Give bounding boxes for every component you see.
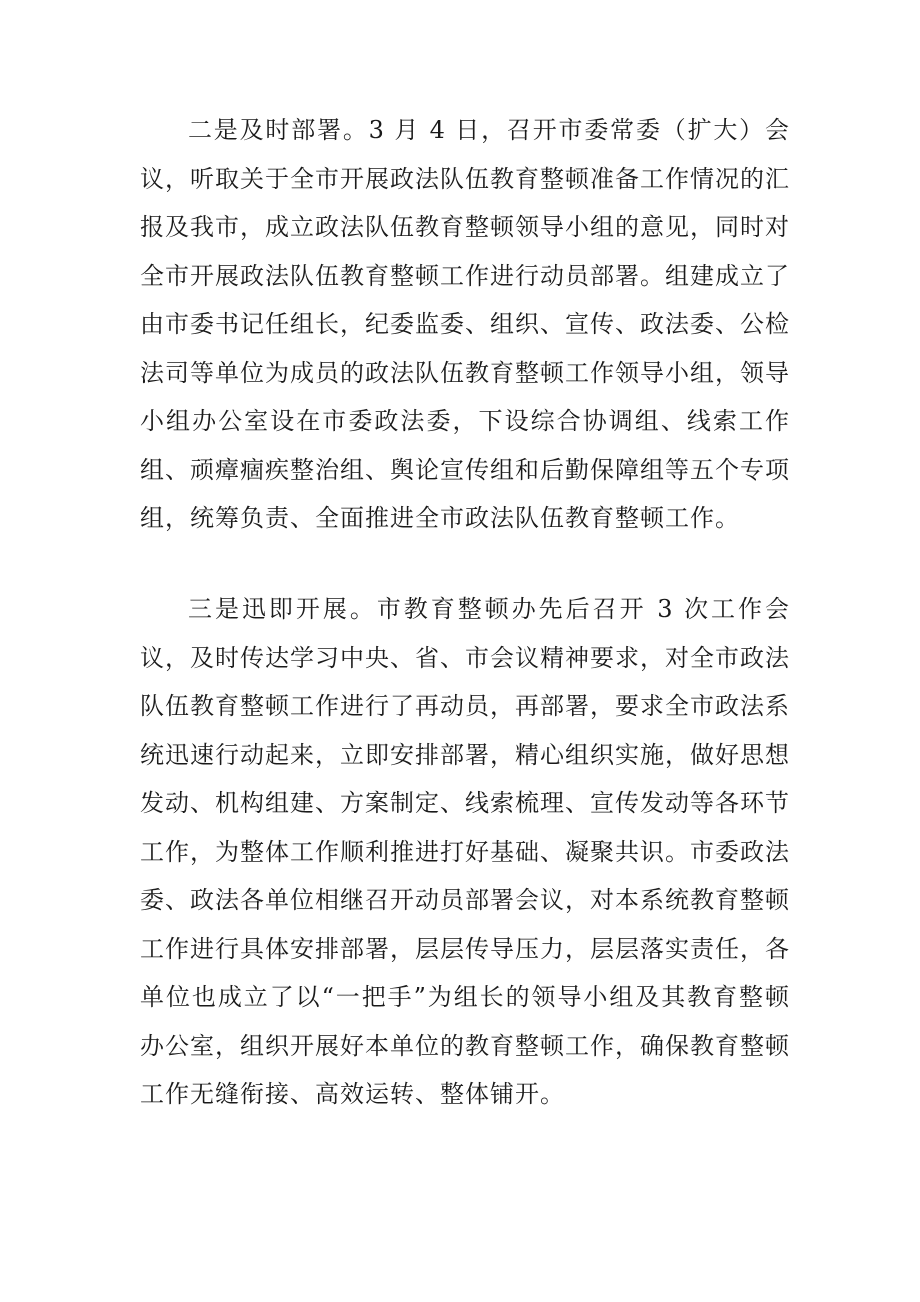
paragraph-timely-deployment: 二是及时部署。3 月 4 日，召开市委常委（扩大）会议，听取关于全市开展政法队伍教育整顿准备工作情况的汇报及我市，成立政法队伍教育整顿领导小组的意见，同时对全市开展政法队伍教育整顿工作进行动员部署。组建成立了由市委书记任组长，纪委监委、组织、宣传、政法委、公检法司等单位为成员的政法队伍教育整顿工作领导小组，领导小组办公室设在市委政法委，下设综合协调组、线索工作组、顽瘴痼疾整治组、舆论宣传组和后勤保障组等五个专项组，统筹负责、全面推进全市政法队伍教育整顿工作。 [140,116,790,532]
paragraph-prompt-launch: 三是迅即开展。市教育整顿办先后召开 3 次工作会议，及时传达学习中央、省、市会议精神要求，对全市政法队伍教育整顿工作进行了再动员，再部署，要求全市政法系统迅速行动起来，立即安排部署，精心组织实施，做好思想发动、机构组建、方案制定、线索梳理、宣传发动等各环节工作，为整体工作顺利推进打好基础、凝聚共识。市委政法委、政法各单位相继召开动员部署会议，对本系统教育整顿工作进行具体安排部署，层层传导压力，层层落实责任，各单位也成立了以“一把手”为组长的领导小组及其教育整顿办公室，组织开展好本单位的教育整顿工作，确保教育整顿工作无缝衔接、高效运转、整体铺开。 [140,595,790,1108]
